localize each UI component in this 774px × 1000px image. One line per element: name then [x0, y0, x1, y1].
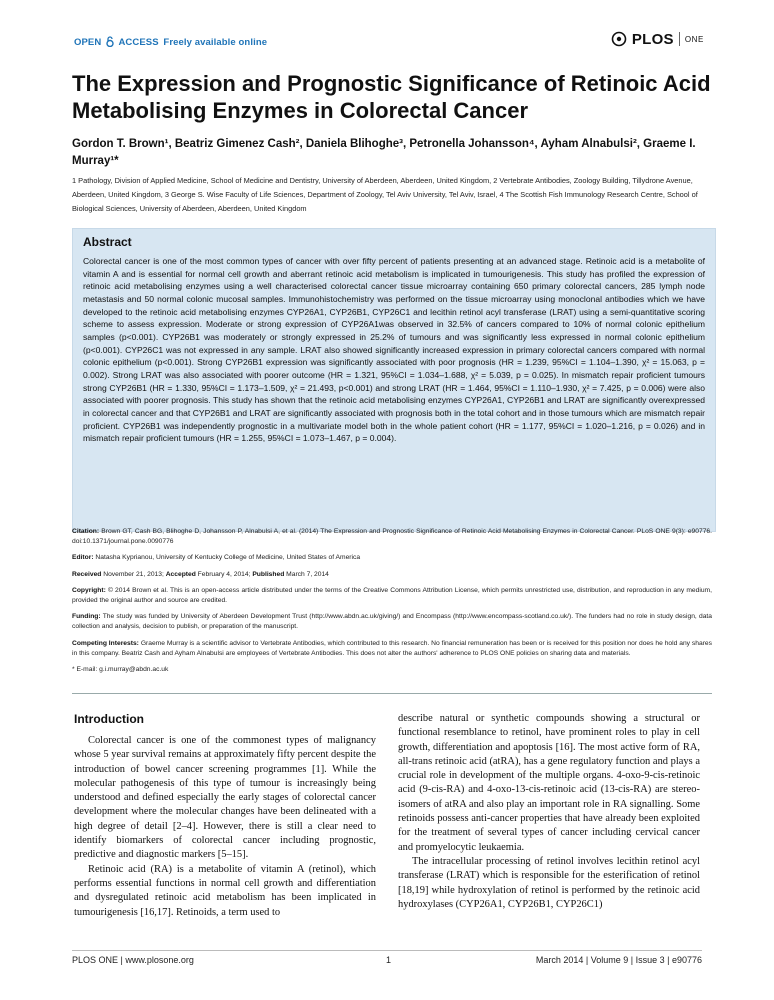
plos-logo-icon	[611, 31, 627, 47]
competing-label: Competing Interests:	[72, 639, 139, 647]
intro-paragraph-4: The intracellular processing of retinol involves lecithin retinol acyl transferase (LRAT) which is responsible for the esterification of retinol [18,19] while hydroxylation of retinol is performed by the retinoic acid hydroxylases (CYP26A1, CYP26B1, CYP26C1)	[398, 855, 700, 910]
page-footer	[72, 955, 702, 965]
open-access-lock-icon	[106, 36, 114, 47]
footer-divider	[72, 950, 702, 951]
competing-text: Graeme Murray is a scientific advisor to Vertebrate Antibodies, which contributed to this research. No financial remuneration has been or is received for this position nor does he hold any shares in this company. Beatriz Cash and Ayham Alnabulsi are employees of Vertebrate Antibodies. This does not alter the authors' adherence to PLOS ONE policies on sharing data and materials.	[72, 639, 712, 657]
logo-divider	[679, 32, 680, 46]
intro-paragraph-2: Retinoic acid (RA) is a metabolite of vitamin A (retinol), which performs essential functions in normal cell growth and differentiation and dysregulated retinoic acid metabolism has been implicated in tumourigenesis [16,17]. Retinoids, a term used to	[74, 863, 376, 918]
intro-paragraph-3: describe natural or synthetic compounds showing a structural or functional resemblance to retinol, have prominent roles to play in cell growth, differentiation and apoptosis [16]. The most active form of RA, all-trans retinoic acid (atRA), has a gene regulatory function and plays a crucial role in development of the multiple organs. 4-oxo-9-cis-retinoic acid (9-cis-RA) and 4-oxo-13-cis-retinoic acid (13-cis-RA) are stereo-isomers of atRA and also play an important role in RA signalling. Some retinoids possess anti-cancer properties that have already been exploited for the treatment of several types of cancer including cervical cancer and promyelocytic leukaemia.	[398, 713, 700, 853]
received-label: Received	[72, 570, 102, 578]
published-label: Published	[252, 570, 285, 578]
accepted-date: February 4, 2014;	[197, 570, 251, 578]
citation-label: Citation:	[72, 528, 100, 535]
copyright	[72, 586, 712, 606]
left-column	[74, 734, 376, 920]
page-number: 1	[386, 955, 392, 965]
journal-sub: ONE	[684, 34, 704, 44]
abstract-heading: Abstract	[83, 235, 132, 249]
author-list: Gordon T. Brown¹, Beatriz Gimenez Cash², Daniela Blihoghe³, Petronella Johansson⁴, Ayham Alnabulsi², Graeme I. Murray¹*	[72, 138, 696, 167]
abstract-text: Colorectal cancer is one of the most common types of cancer with over fifty percent of patients presenting at an advanced stage. Retinoic acid is a metabolite of vitamin A and is essential for normal cell growth and aberrant retinoic acid metabolism is implicated in tumourigenesis. This study has profiled the expression of retinoic acid metabolising enzymes using a well characterised colorectal cancer tissue microarray containing 650 primary colorectal cancers, 285 lymph node metastasis and 50 normal colonic mucosal samples. Immunohistochemistry was performed on the tissue microarray using monoclonal antibodies which we have developed to the retinoic acid metabolising enzymes CYP26A1, CYP26B1, CYP26C1 and lecithin retinol acyl transferase (LRAT) using a semi-quantitative scoring scheme to assess expression. Moderate or strong expression of CYP26A1was observed in 32.5% of cancers compared to 10% of normal colonic epithelium samples (p<0.001). CYP26B1 was moderately or strongly expressed in 25.2% of tumours and was significantly less expressed in normal colonic epithelium (p<0.001). CYP26C1 was not expressed in any sample. LRAT also showed significantly increased expression in primary colorectal cancers compared with normal colonic epithelium (p<0.001). Strong CYP26B1 expression was significantly associated with poor prognosis (HR = 1.239, 95%CI = 1.104–1.390, χ² = 15.063, p = 0.002). Strong LRAT was also associated with poorer outcome (HR = 1.321, 95%CI = 1.034–1.688, χ² = 5.039, p = 0.025). In mismatch repair proficient tumours strong CYP26B1 (HR = 1.330, 95%CI = 1.173–1.509, χ² = 21.493, p<0.001) and strong LRAT (HR = 1.464, 95%CI = 1.110–1.930, χ² = 7.425, p = 0.006) were also associated with poorer prognosis. This study has shown that the retinoic acid metabolising enzymes CYP26A1, CYP26B1 and LRAT are significantly overexpressed in colorectal cancer and that CYP26B1 and LRAT are significantly associated with prognosis both in the total cohort and in those tumours which are mismatch repair proficient. CYP26B1 was independently prognostic in a multivariate model both in the whole patient cohort (HR = 1.177, 95%CI = 1.020–1.216, p = 0.026) and in mismatch repair proficient tumours (HR = 1.255, 95%CI = 1.073–1.467, p = 0.004).	[83, 256, 705, 444]
published-date: March 7, 2014	[286, 570, 329, 578]
funding	[72, 612, 712, 632]
editor-text: Natasha Kyprianou, University of Kentucky College of Medicine, United States of America	[95, 554, 361, 562]
journal-logo[interactable]	[611, 30, 704, 48]
open-label: OPEN	[74, 37, 102, 48]
copyright-label: Copyright:	[72, 586, 106, 594]
funding-text: The study was funded by University of Aberdeen Development Trust (http://www.abdn.ac.uk/giving/) and Encompass (http://www.encompass-scotland.co.uk/). The funders had no role in study design, data collection and analysis, decision to publish, or preparation of the manuscript.	[72, 613, 712, 631]
accepted-label: Accepted	[165, 570, 196, 578]
footer-issue: March 2014 | Volume 9 | Issue 3 | e90776	[535, 955, 702, 965]
freely-available-label: Freely available online	[163, 37, 268, 48]
article-title: The Expression and Prognostic Significance of Retinoic Acid Metabolising Enzymes in Colorectal Cancer	[72, 71, 711, 123]
citation	[72, 527, 712, 547]
introduction-heading: Introduction	[74, 712, 144, 726]
article-metadata	[72, 527, 712, 681]
editor-label: Editor:	[72, 554, 94, 562]
corresponding-email[interactable]: * E-mail: g.i.murray@abdn.ac.uk	[72, 666, 169, 674]
received-date: November 21, 2013;	[103, 570, 164, 578]
intro-paragraph-1: Colorectal cancer is one of the commonest types of malignancy whose 5 year survival remains at approximately fifty percent despite the introduction of bowel cancer screening programmes [1]. While the molecular pathogenesis of this type of tumour is increasingly being understood and defined especially the early stages of colorectal cancer development where the molecular changes have been delineated with a high degree of detail [2–4]. However, there is still a clear need to identify biomarkers of colorectal cancer including prognostic, predictive and diagnostic markers [5–15].	[74, 735, 376, 861]
citation-text: Brown GT, Cash BG, Blihoghe D, Johansson P, Alnabulsi A, et al. (2014) The Expression and Prognostic Significance of Retinoic Acid Metabolising Enzymes in Colorectal Cancer. PLoS ONE 9(3): e90776. doi:10.1371/journal.pone.0090776	[72, 528, 713, 546]
funding-label: Funding:	[72, 613, 101, 621]
access-label: ACCESS	[118, 37, 159, 48]
abstract-box	[72, 228, 716, 532]
open-access-banner	[74, 36, 267, 48]
dates	[72, 570, 712, 580]
metadata-divider	[72, 693, 712, 694]
affiliations: 1 Pathology, Division of Applied Medicine, School of Medicine and Dentistry, University of Aberdeen, Aberdeen, United Kingdom, 2 Vertebrate Antibodies, Zoology Building, Tillydrone Avenue, Aberdeen, United Kingdom, 3 George S. Wise Faculty of Life Sciences, Department of Zoology, Tel Aviv University, Tel Aviv, Israel, 4 The Scottish Fish Immunology Research Centre, School of Biological Sciences, University of Aberdeen, Aberdeen, United Kingdom	[72, 176, 698, 213]
journal-name: PLOS	[631, 30, 674, 48]
editor	[72, 553, 712, 563]
copyright-text: © 2014 Brown et al. This is an open-access article distributed under the terms of the Creative Commons Attribution License, which permits unrestricted use, distribution, and reproduction in any medium, provided the original author and source are credited.	[72, 586, 712, 605]
competing-interests	[72, 639, 712, 659]
right-column	[398, 712, 700, 912]
footer-journal[interactable]: PLOS ONE | www.plosone.org	[72, 955, 194, 965]
